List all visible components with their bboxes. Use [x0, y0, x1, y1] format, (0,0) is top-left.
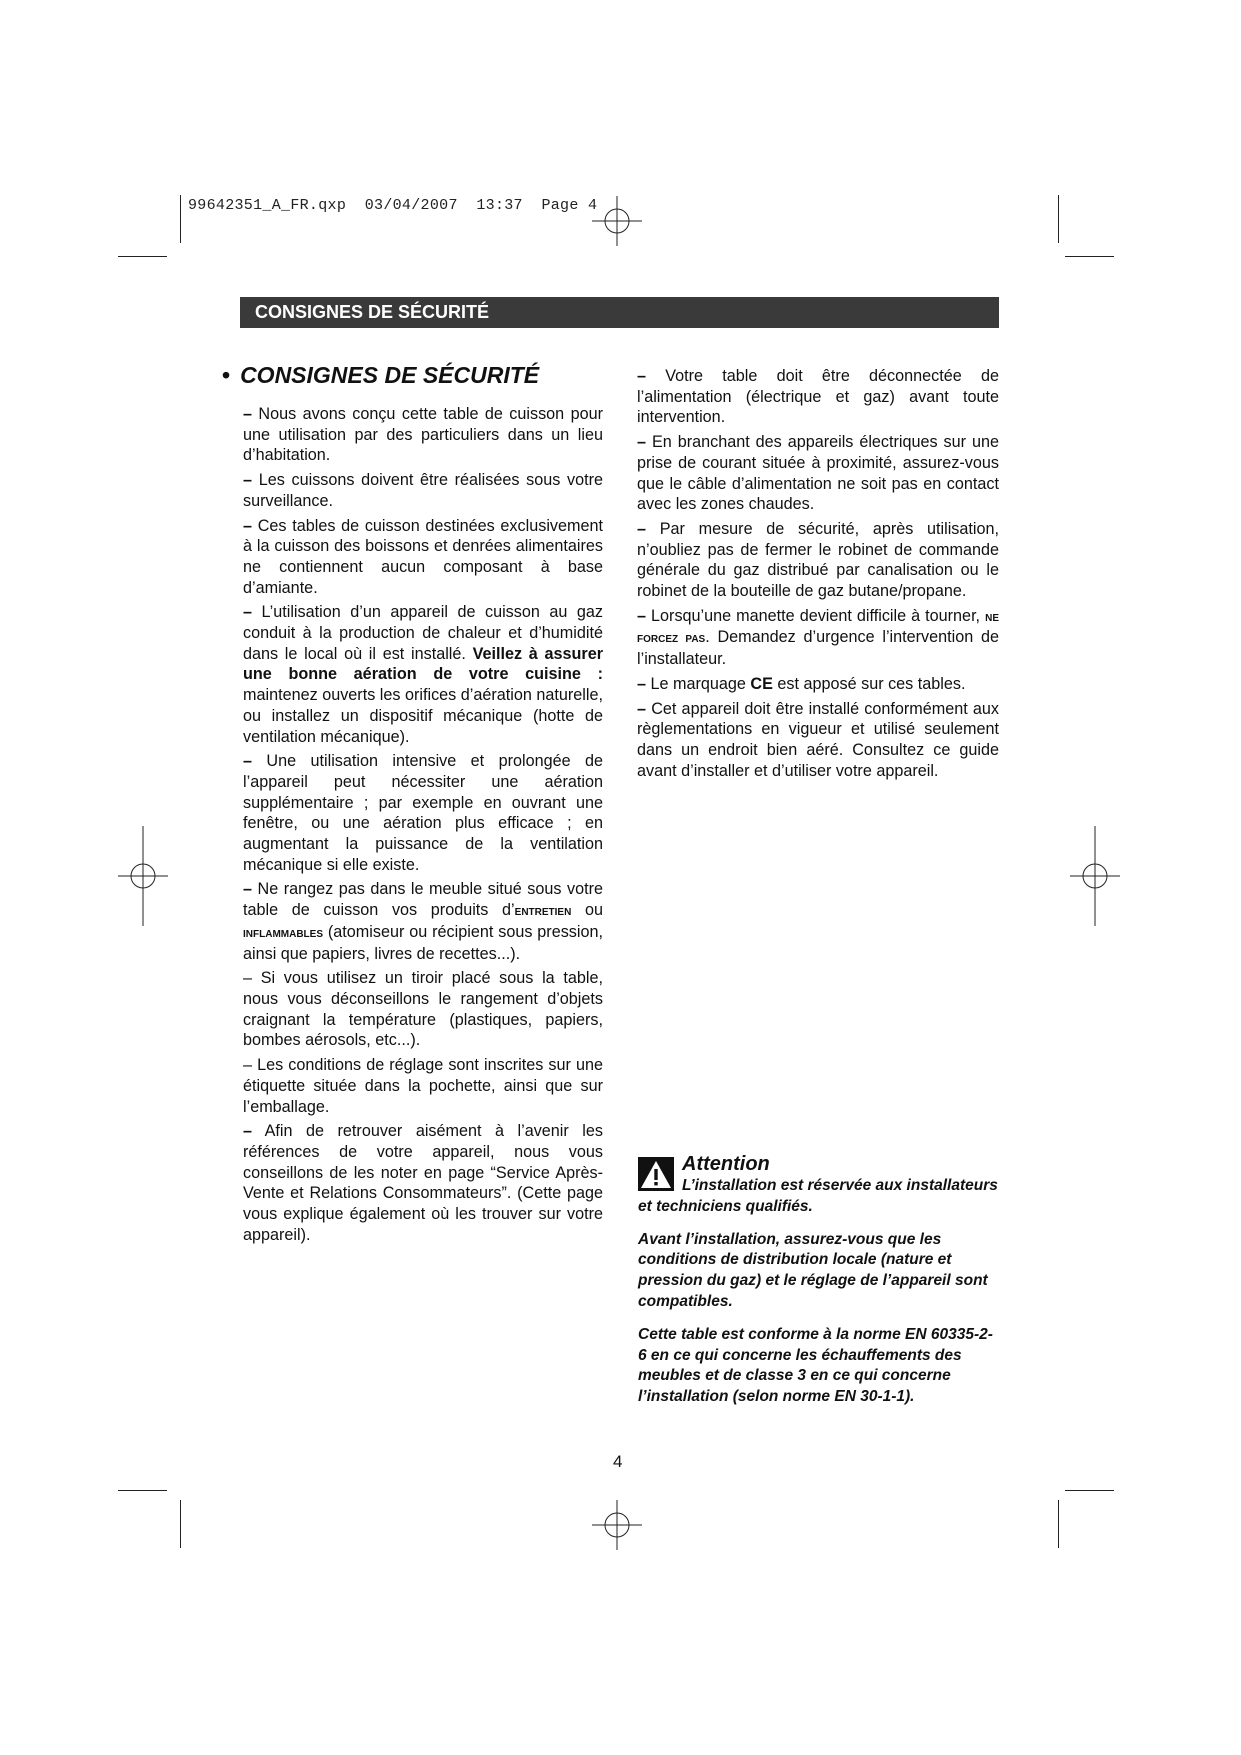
section-title-text: CONSIGNES DE SÉCURITÉ [240, 362, 540, 388]
attention-title: Attention [682, 1153, 770, 1175]
section-header-bar: CONSIGNES DE SÉCURITÉ [240, 297, 999, 328]
paragraph: – Votre table doit être déconnectée de l’alimentation (électrique et gaz) avant toute intervention. [637, 367, 999, 427]
registration-mark-icon [592, 1500, 642, 1550]
attention-paragraph: Avant l’installation, assurez-vous que les conditions de distribution locale (nature et pression du gaz) et le réglage de l’appareil sont compatibles. [638, 1230, 988, 1310]
paragraph: – L’utilisation d’un appareil de cuisson au gaz conduit à la production de chaleur et d’humidité dans le local où il est installé. Veillez à assurer une bonne aération de votre cuisine : maintenez ouverts les orifices d’aération naturelle, ou installez un dispositif mécanique (hotte de ventilation mécanique). [243, 603, 603, 746]
right-column [637, 366, 999, 785]
section-title [222, 362, 539, 389]
paragraph: – Ne rangez pas dans le meuble situé sous votre table de cuisson vos produits d’entretien ou inflammables (atomiseur ou récipient sous pression, ainsi que papiers, livres de recettes...). [243, 880, 603, 963]
crop-mark [118, 1490, 167, 1491]
paragraph: – Ces tables de cuisson destinées exclusivement à la cuisson des boissons et denrées alimentaires ne contiennent aucun composant à base d’amiante. [243, 516, 603, 597]
crop-mark [180, 1500, 181, 1548]
crop-mark [1058, 195, 1059, 243]
attention-paragraph: L’installation est réservée aux installateurs et techniciens qualifiés. [638, 1177, 998, 1215]
crop-mark [180, 195, 181, 243]
registration-mark-icon [592, 196, 642, 246]
page-number: 4 [613, 1452, 623, 1471]
left-column [243, 404, 603, 1249]
paragraph: – En branchant des appareils électriques sur une prise de courant située à proximité, assurez-vous que le câble d’alimentation ne soit pas en contact avec les zones chaudes. [637, 433, 999, 514]
paragraph: – Le marquage CE est apposé sur ces tables. [637, 674, 966, 693]
registration-mark-icon [1070, 826, 1120, 926]
paragraph: – Afin de retrouver aisément à l’avenir les références de votre appareil, nous vous conseillons de les noter en page “Service Après-Vente et Relations Consommateurs”. (Cette page vous explique également où les trouver sur votre appareil). [243, 1122, 603, 1244]
paragraph: – Cet appareil doit être installé conformément aux règlementations en vigueur et utilisé seulement dans un endroit bien aéré. Consultez ce guide avant d’installer et d’utiliser votre appareil. [637, 699, 999, 780]
paragraph: – Si vous utilisez un tiroir placé sous la table, nous vous déconseillons le rangement d’objets craignant la température (plastiques, papiers, bombes aérosols, etc...). [243, 969, 603, 1050]
paragraph: – Lorsqu’une manette devient difficile à tourner, ne forcez pas. Demandez d’urgence l’intervention de l’installateur. [637, 606, 999, 669]
attention-box [638, 1152, 1000, 1420]
crop-mark [1065, 1490, 1114, 1491]
paragraph: – Les cuissons doivent être réalisées sous votre surveillance. [243, 471, 603, 510]
paragraph: – Par mesure de sécurité, après utilisation, n’oubliez pas de fermer le robinet de commande générale du gaz distribué par canalisation ou le robinet de la bouteille de gaz butane/propane. [637, 519, 999, 601]
paragraph: – Nous avons conçu cette table de cuisson pour une utilisation par des particuliers dans un lieu d’habitation. [243, 405, 603, 465]
crop-mark [1058, 1500, 1059, 1548]
bullet: • [222, 362, 231, 388]
crop-mark [118, 256, 167, 257]
slug-line: 99642351_A_FR.qxp 03/04/2007 13:37 Page 4 [188, 197, 598, 214]
warning-triangle-icon [638, 1157, 674, 1191]
paragraph: – Les conditions de réglage sont inscrites sur une étiquette située dans la pochette, ainsi que sur l’emballage. [243, 1056, 603, 1116]
attention-paragraph: Cette table est conforme à la norme EN 60335-2-6 en ce qui concerne les échauffements des meubles et de classe 3 en ce qui concerne l’installation (selon norme EN 30-1-1). [638, 1325, 993, 1406]
paragraph: – Une utilisation intensive et prolongée de l’appareil peut nécessiter une aération supplémentaire ; par exemple en ouvrant une fenêtre, ou une aération plus efficace ; en augmentant la puissance de la ventilation mécanique si elle existe. [243, 752, 603, 874]
crop-mark [1065, 256, 1114, 257]
registration-mark-icon [118, 826, 168, 926]
